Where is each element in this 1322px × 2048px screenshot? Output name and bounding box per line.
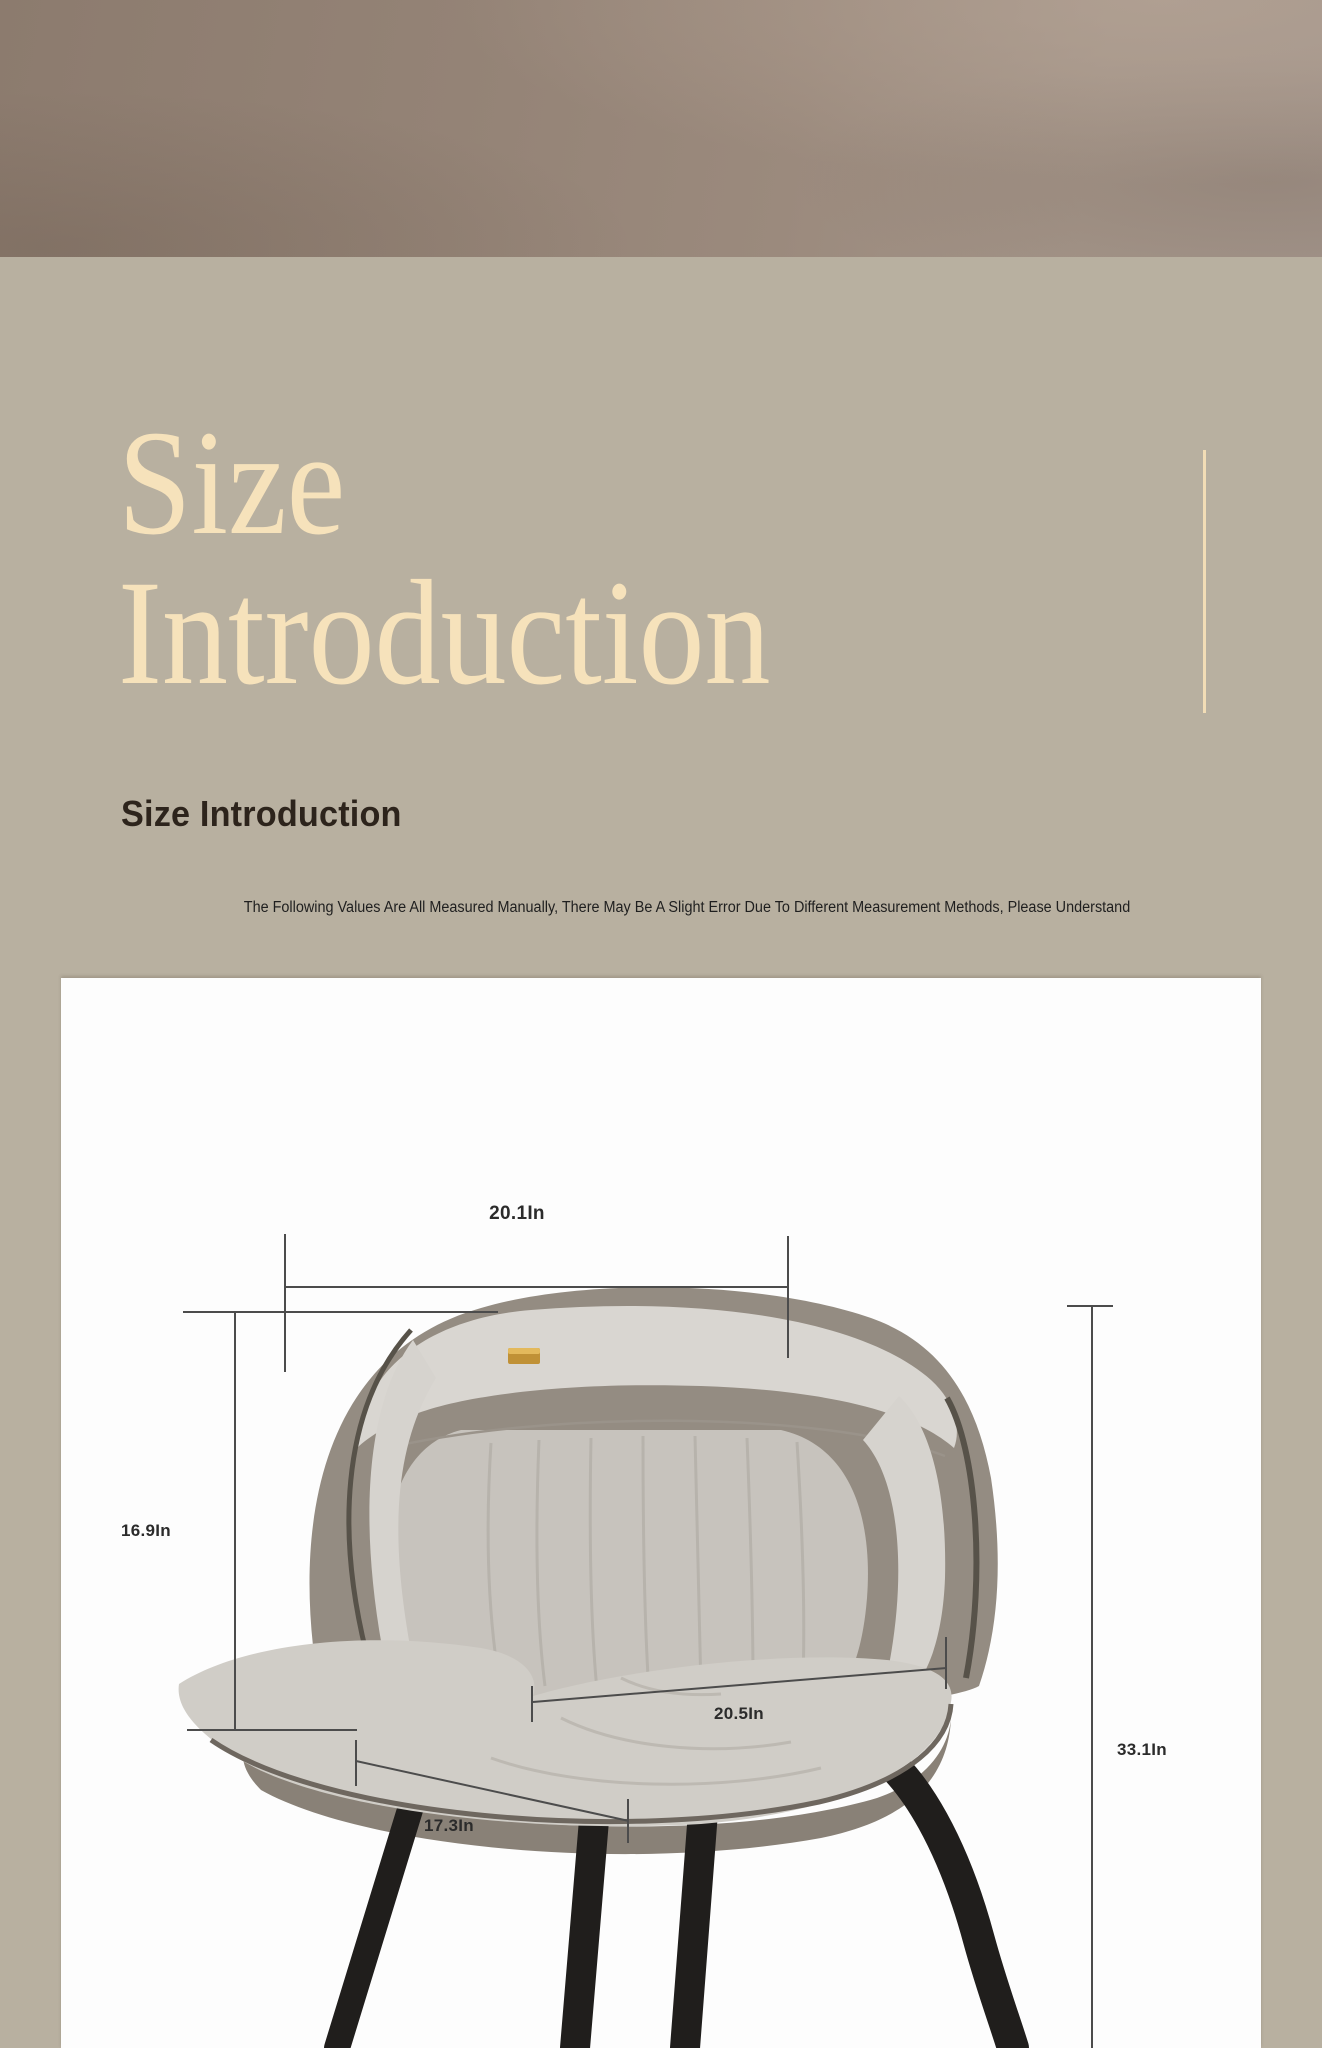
- size-diagram-card: [61, 978, 1261, 2048]
- back-left-leg: [575, 1808, 595, 2048]
- dim-seat-depth-tick-left: [531, 1686, 533, 1722]
- hero-decorative-title: [118, 400, 771, 716]
- hero-line-size: Size: [118, 400, 346, 566]
- chair-illustration: [61, 978, 1261, 2048]
- vertical-accent-line: [1203, 450, 1206, 713]
- page-title: Size Introduction: [121, 793, 402, 834]
- dim-total-height-line: [1091, 1306, 1093, 2048]
- hero-banner-photo: [0, 0, 1322, 257]
- dim-total-height-tick-top: [1067, 1305, 1113, 1307]
- dim-top-width-tick-left: [284, 1234, 286, 1372]
- dim-label-back-height: 16.9In: [121, 1521, 171, 1540]
- front-right-leg: [861, 1742, 1013, 2048]
- front-left-leg: [337, 1800, 413, 2048]
- dim-front-width-tick-left: [355, 1740, 357, 1786]
- dim-back-height-tick-bottom: [187, 1729, 357, 1731]
- dim-front-width-tick-right: [627, 1799, 629, 1843]
- back-right-leg: [685, 1812, 703, 2048]
- hero-line-introduction: Introduction: [118, 550, 771, 716]
- measurement-disclaimer: The Following Values Are All Measured Manually, There May Be A Slight Error Due To Different Measurement Methods, Please Understand: [243, 899, 1131, 916]
- dim-back-height-line: [234, 1312, 236, 1730]
- dim-top-width-tick-right: [787, 1236, 789, 1358]
- dim-seat-depth-tick-right: [945, 1637, 947, 1689]
- dim-label-top-width: 20.1In: [489, 1203, 545, 1224]
- gold-accent-clip-highlight: [508, 1348, 540, 1354]
- dim-top-width-line: [285, 1286, 788, 1288]
- dim-label-total-height: 33.1In: [1117, 1740, 1167, 1759]
- dim-back-height-tick-top: [183, 1311, 498, 1313]
- dim-label-seat-depth: 20.5In: [714, 1704, 764, 1723]
- dim-label-front-width: 17.3In: [424, 1816, 474, 1835]
